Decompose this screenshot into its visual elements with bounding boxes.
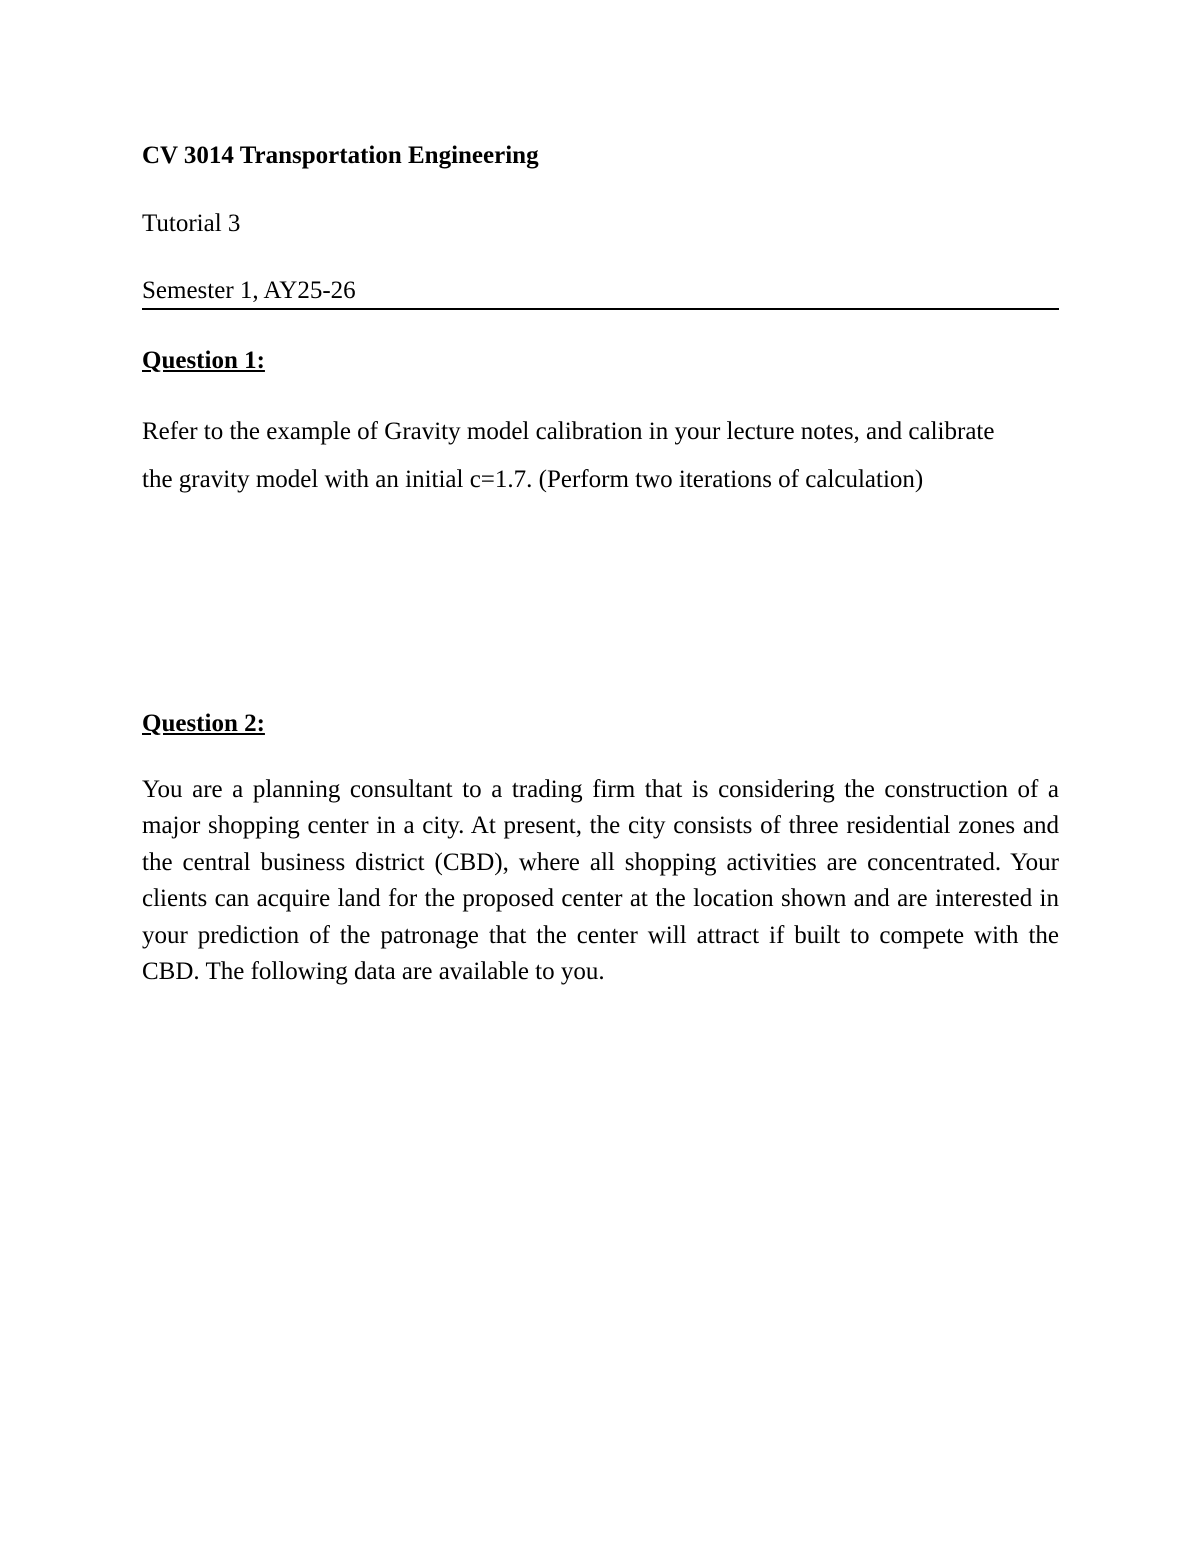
question-1-heading: Question 1: <box>142 347 265 374</box>
question-1-text: Refer to the example of Gravity model calibration in your lecture notes, and calibrate the gravity model with an initial c=1.7. (Perform two iterations of calculation) <box>142 418 995 493</box>
course-title: CV 3014 Transportation Engineering <box>142 142 539 169</box>
question-2-heading: Question 2: <box>142 710 265 737</box>
semester-label: Semester 1, AY25-26 <box>142 277 356 304</box>
tutorial-label: Tutorial 3 <box>142 210 241 237</box>
header-divider <box>142 308 1059 310</box>
question-2-text: You are a planning consultant to a trading firm that is considering the construction of a major shopping center in a city. At present, the city consists of three residential zones and the central business district (CBD), where all shopping activities are concentrated. Your clients can acquire land for the proposed center at the location shown and are interested in your prediction of the patronage that the center will attract if built to compete with the CBD. The following data are available to you. <box>142 776 1059 986</box>
